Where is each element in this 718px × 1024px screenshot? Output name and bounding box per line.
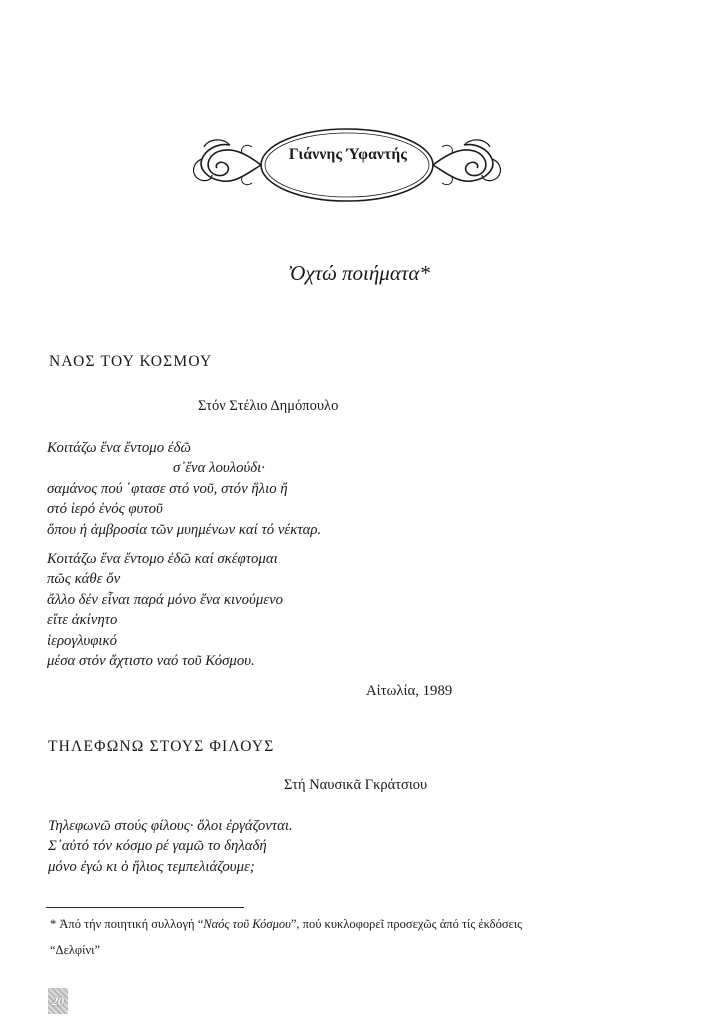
poem-1-stanza-1	[47, 438, 321, 540]
poem-1-heading: ΝΑΟΣ ΤΟΥ ΚΟΣΜΟΥ	[49, 353, 213, 370]
footnote-publisher: “Δελφίνι”	[50, 943, 101, 957]
footnote-prefix: * Ἀπό τήν ποιητική συλλογή “	[50, 917, 204, 931]
poem-2-stanza-1	[48, 816, 293, 877]
verse-line: ἱερογλυφικό	[47, 632, 118, 649]
verse-line: εἴτε ἀκίνητο	[47, 612, 118, 629]
verse-line: ἄλλο δέν εἶναι παρά μόνο ἕνα κινούμενο	[47, 591, 284, 608]
poem-1-stanza-2	[47, 549, 283, 671]
ornament-cartouche	[182, 125, 512, 205]
verse-line: μέσα στόν ἄχτιστο ναό τοῦ Κόσμου.	[47, 653, 255, 670]
verse-line: στό ἱερό ἑνός φυτοῦ	[47, 501, 163, 518]
verse-line: πῶς κάθε ὄν	[47, 571, 121, 588]
verse-line: ὅπου ἡ ἀμβροσία τῶν μυημένων καί τό νέκταρ.	[47, 521, 322, 538]
verse-line: Τηλεφωνῶ στούς φίλους· ὅλοι ἐργάζονται.	[48, 818, 293, 834]
verse-line: Κοιτάζω ἕνα ἔντομο ἐδῶ καί σκέφτομαι	[47, 551, 278, 567]
verse-line: Κοιτάζω ἕνα ἔντομο ἐδῶ	[47, 440, 191, 456]
verse-line: Σ᾽αὐτό τόν κόσμο ρέ γαμῶ το δηλαδή	[48, 838, 267, 855]
author-name: Γιάννης Ύφαντής	[288, 146, 408, 163]
verse-line: μόνο ἐγώ κι ὁ ἥλιος τεμπελιάζουμε;	[48, 858, 255, 875]
poem-2-heading: ΤΗΛΕΦΩΝΩ ΣΤΟΥΣ ΦΙΛΟΥΣ	[48, 738, 275, 755]
page-number: 20	[48, 988, 68, 1014]
verse-line: σαμάνος πού ῾φτασε στό νοῦ, στόν ἥλιο ἤ	[47, 480, 288, 497]
poem-1-dedication: Στόν Στέλιο Δημόπουλο	[198, 398, 339, 414]
footnote-suffix: ”, πού κυκλοφορεῖ προσεχῶς ἀπό τίς ἐκδόσεις	[290, 917, 523, 931]
footnote-rule	[46, 907, 244, 908]
verse-line: σ᾽ἕνα λουλούδι·	[173, 460, 265, 477]
page-title: Ὀχτώ ποιήματα*	[288, 261, 430, 285]
footnote-book-title: Ναός τοῦ Κόσμου	[203, 917, 291, 931]
poem-2-dedication: Στή Ναυσικᾶ Γκράτσιου	[284, 777, 428, 793]
poem-1-place-date: Αἰτωλία, 1989	[366, 683, 453, 699]
footnote	[50, 911, 680, 963]
